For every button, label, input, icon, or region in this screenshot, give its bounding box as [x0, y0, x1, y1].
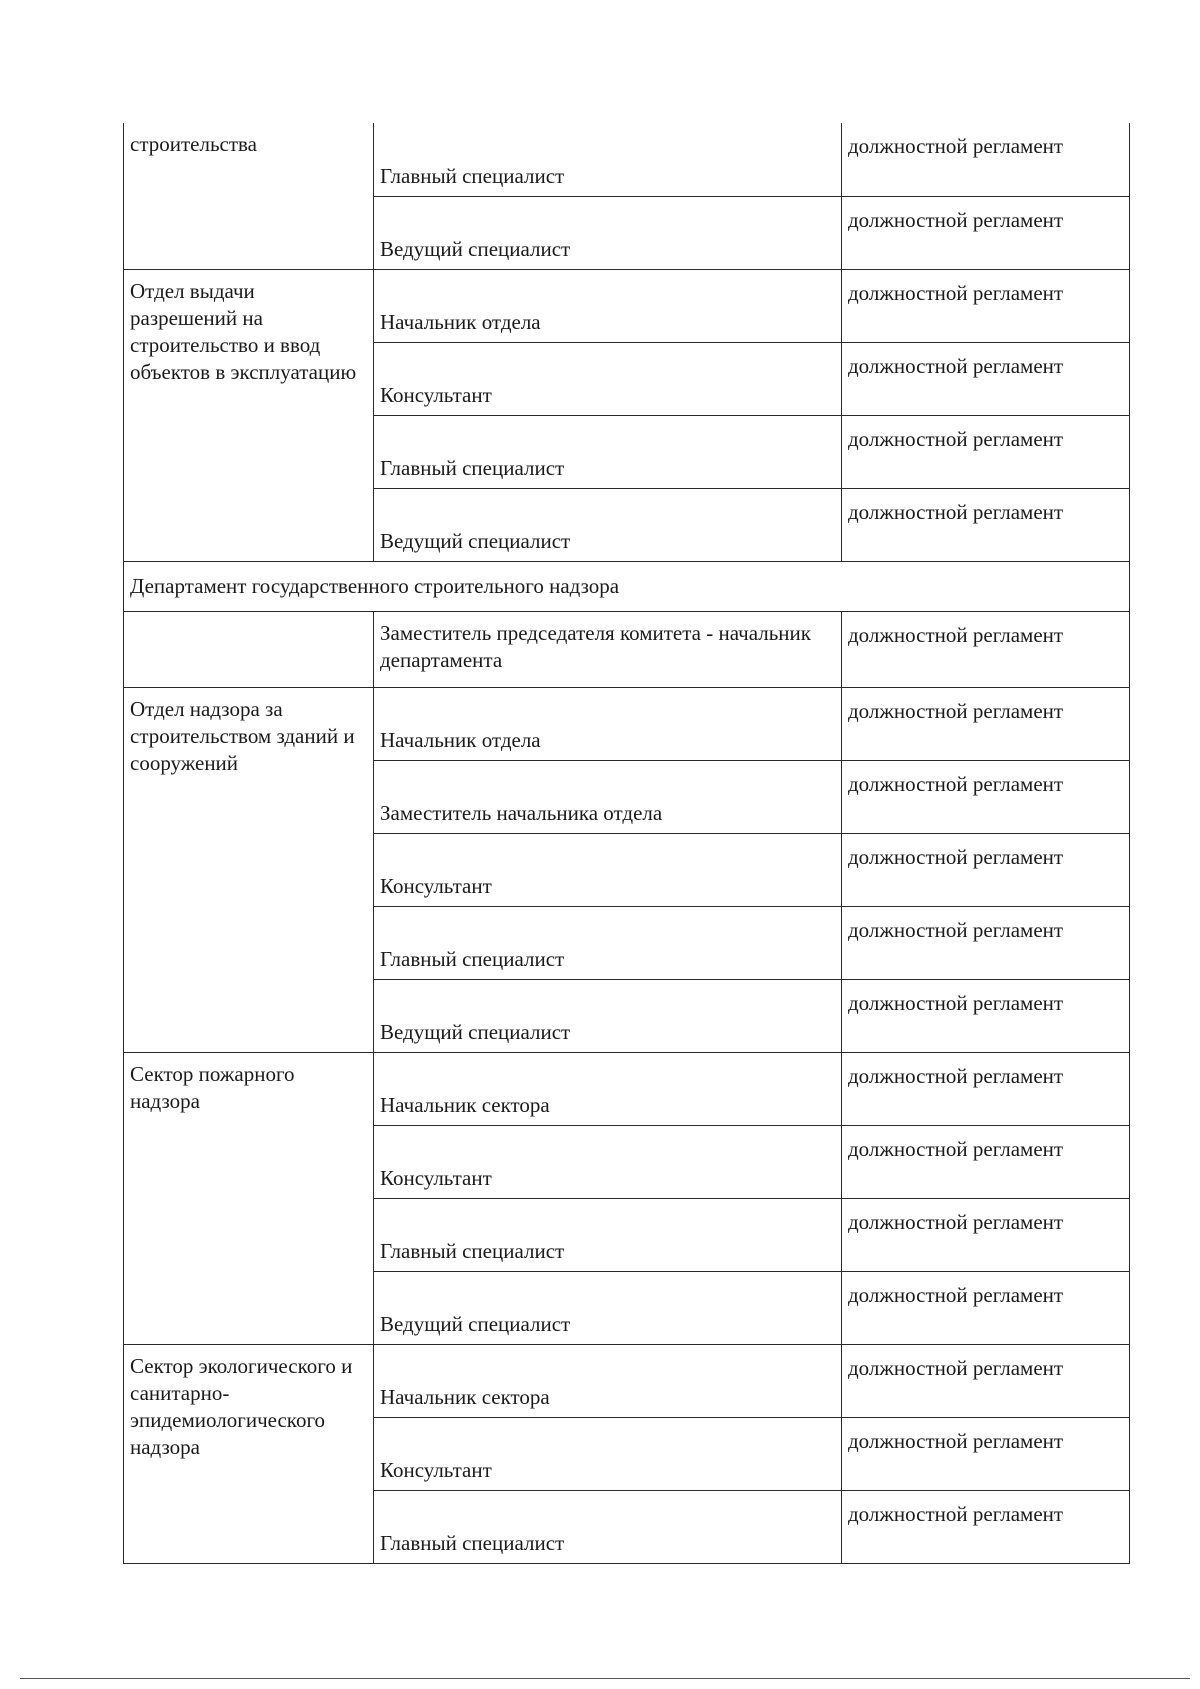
position-cell: Главный специалист: [374, 1490, 842, 1563]
regulation-cell: должностной регламент: [842, 611, 1130, 687]
table-row: [124, 561, 1130, 611]
position-cell: Главный специалист: [374, 1198, 842, 1271]
unit-cell: строительства: [124, 123, 374, 269]
position-cell: Консультант: [374, 1125, 842, 1198]
table-row: [124, 1344, 1130, 1417]
regulation-cell: должностной регламент: [842, 1125, 1130, 1198]
position-cell: Ведущий специалист: [374, 1271, 842, 1344]
position-cell: Заместитель председателя комитета - начальник департамента: [374, 611, 842, 687]
unit-cell: Отдел надзора за строительством зданий и сооружений: [124, 687, 374, 1052]
unit-cell: Сектор экологического и санитарно-эпидемиологического надзора: [124, 1344, 374, 1563]
position-cell: Начальник отдела: [374, 269, 842, 342]
position-cell: Консультант: [374, 1417, 842, 1490]
table-row: [124, 611, 1130, 687]
position-cell: Начальник отдела: [374, 687, 842, 760]
table-row: [124, 687, 1130, 760]
regulation-cell: должностной регламент: [842, 1271, 1130, 1344]
position-cell: Начальник сектора: [374, 1052, 842, 1125]
regulation-cell: должностной регламент: [842, 979, 1130, 1052]
regulation-cell: должностной регламент: [842, 1490, 1130, 1563]
table-row: [124, 269, 1130, 342]
staff-regulations-table: [123, 123, 1130, 1564]
regulation-cell: должностной регламент: [842, 760, 1130, 833]
position-cell: Главный специалист: [374, 123, 842, 196]
regulation-cell: должностной регламент: [842, 415, 1130, 488]
table-row: [124, 1052, 1130, 1125]
regulation-cell: должностной регламент: [842, 488, 1130, 561]
page-bottom-rule: [20, 1678, 1190, 1679]
regulation-cell: должностной регламент: [842, 1198, 1130, 1271]
regulation-cell: должностной регламент: [842, 1052, 1130, 1125]
regulation-cell: должностной регламент: [842, 123, 1130, 196]
regulation-cell: должностной регламент: [842, 687, 1130, 760]
unit-cell: Сектор пожарного надзора: [124, 1052, 374, 1344]
position-cell: Ведущий специалист: [374, 488, 842, 561]
regulation-cell: должностной регламент: [842, 833, 1130, 906]
department-heading: Департамент государственного строительного надзора: [124, 561, 1130, 611]
position-cell: Главный специалист: [374, 415, 842, 488]
regulation-cell: должностной регламент: [842, 1344, 1130, 1417]
regulation-cell: должностной регламент: [842, 342, 1130, 415]
position-cell: Начальник сектора: [374, 1344, 842, 1417]
position-cell: Ведущий специалист: [374, 196, 842, 269]
position-cell: Ведущий специалист: [374, 979, 842, 1052]
position-cell: Главный специалист: [374, 906, 842, 979]
regulation-cell: должностной регламент: [842, 906, 1130, 979]
unit-cell: [124, 611, 374, 687]
unit-cell: Отдел выдачи разрешений на строительство и ввод объектов в эксплуатацию: [124, 269, 374, 561]
regulation-cell: должностной регламент: [842, 269, 1130, 342]
regulation-cell: должностной регламент: [842, 196, 1130, 269]
position-cell: Консультант: [374, 833, 842, 906]
position-cell: Заместитель начальника отдела: [374, 760, 842, 833]
table-row: [124, 123, 1130, 196]
regulation-cell: должностной регламент: [842, 1417, 1130, 1490]
position-cell: Консультант: [374, 342, 842, 415]
